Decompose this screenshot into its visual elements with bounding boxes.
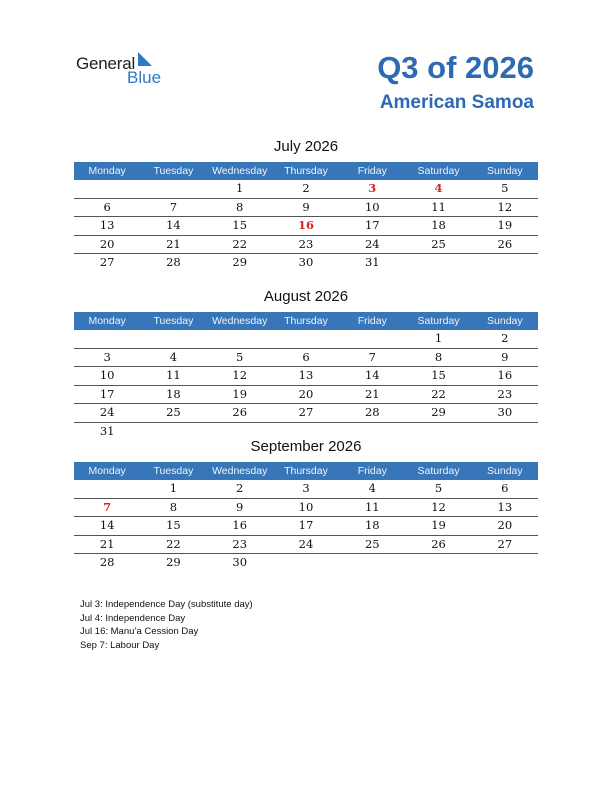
day-cell: 23 bbox=[232, 536, 248, 551]
holiday-note: Jul 16: Manu’a Cession Day bbox=[80, 626, 199, 637]
weekday-label: Tuesday bbox=[153, 165, 194, 177]
day-cell: 13 bbox=[298, 368, 314, 383]
day-cell: 19 bbox=[232, 386, 248, 401]
day-cell: 13 bbox=[497, 499, 513, 514]
day-cell: 6 bbox=[302, 349, 310, 364]
day-cell: 15 bbox=[166, 518, 181, 533]
day-cell: 24 bbox=[364, 236, 380, 251]
day-cell: 16 bbox=[497, 368, 513, 383]
day-cell: 3 bbox=[368, 181, 377, 195]
weekday-label: Thursday bbox=[284, 465, 328, 477]
day-cell: 21 bbox=[99, 536, 115, 551]
day-cell: 15 bbox=[431, 368, 446, 383]
logo-flag-icon bbox=[138, 52, 152, 66]
day-cell: 8 bbox=[169, 499, 178, 514]
day-cell: 1 bbox=[236, 181, 244, 195]
week-row bbox=[74, 180, 538, 199]
day-cell: 1 bbox=[434, 331, 443, 345]
day-cell: 2 bbox=[236, 481, 244, 495]
day-cell: 26 bbox=[232, 405, 248, 420]
week-row bbox=[74, 404, 538, 423]
empty-cell bbox=[405, 554, 471, 572]
day-cell: 20 bbox=[298, 386, 314, 401]
day-cell: 4 bbox=[368, 481, 376, 495]
weekday-label: Friday bbox=[357, 315, 387, 327]
day-cell: 30 bbox=[232, 555, 248, 570]
page-title: Q3 of 2026 bbox=[377, 50, 534, 85]
holiday-note: Sep 7: Labour Day bbox=[80, 639, 160, 651]
month-title: September 2026 bbox=[250, 438, 362, 455]
day-cell: 2 bbox=[501, 331, 509, 345]
day-cell: 5 bbox=[434, 481, 443, 495]
holiday-notes bbox=[80, 598, 253, 652]
day-cell: 28 bbox=[364, 405, 380, 420]
weekday-label: Sunday bbox=[487, 465, 523, 477]
day-cell: 12 bbox=[232, 368, 248, 383]
day-cell: 25 bbox=[166, 405, 181, 420]
weekday-label: Tuesday bbox=[153, 465, 194, 477]
weekday-label: Monday bbox=[88, 465, 126, 477]
day-cell: 14 bbox=[99, 518, 115, 533]
weekday-label: Monday bbox=[88, 315, 126, 327]
day-cell: 12 bbox=[431, 499, 446, 514]
week-row bbox=[74, 499, 538, 518]
month-title: August 2026 bbox=[263, 288, 349, 305]
day-cell: 4 bbox=[434, 181, 443, 195]
day-cell: 22 bbox=[431, 386, 446, 401]
day-cell: 26 bbox=[497, 236, 513, 251]
week-row bbox=[74, 480, 538, 499]
day-cell: 18 bbox=[431, 218, 446, 233]
month-september bbox=[74, 437, 538, 572]
day-cell: 23 bbox=[497, 386, 513, 401]
day-cell: 16 bbox=[297, 218, 314, 233]
weekday-label: Sunday bbox=[487, 165, 523, 177]
day-cell: 25 bbox=[364, 536, 380, 551]
day-cell: 24 bbox=[99, 405, 115, 420]
day-cell: 15 bbox=[232, 218, 248, 233]
day-cell: 7 bbox=[103, 499, 112, 514]
day-cell: 27 bbox=[497, 536, 513, 551]
weekday-header bbox=[74, 162, 538, 180]
brand-blue: Blue bbox=[127, 68, 162, 87]
empty-cell bbox=[273, 330, 339, 348]
day-cell: 4 bbox=[169, 349, 178, 364]
day-cell: 30 bbox=[298, 255, 314, 270]
day-cell: 31 bbox=[99, 423, 115, 438]
day-cell: 25 bbox=[431, 236, 446, 251]
day-cell: 6 bbox=[103, 199, 111, 214]
day-cell: 17 bbox=[298, 518, 314, 533]
empty-cell bbox=[339, 554, 405, 572]
day-cell: 12 bbox=[497, 199, 513, 214]
day-cell: 3 bbox=[302, 481, 310, 495]
day-cell: 27 bbox=[298, 405, 314, 420]
day-cell: 27 bbox=[99, 255, 115, 270]
day-cell: 9 bbox=[236, 499, 244, 514]
empty-cell bbox=[140, 330, 206, 348]
brand-logo bbox=[76, 52, 176, 88]
day-cell: 18 bbox=[166, 386, 181, 401]
week-row bbox=[74, 217, 538, 236]
empty-cell bbox=[339, 330, 405, 348]
day-cell: 10 bbox=[99, 368, 115, 383]
day-cell: 10 bbox=[364, 199, 380, 214]
empty-cell bbox=[207, 330, 273, 348]
weekday-label: Saturday bbox=[417, 165, 460, 177]
day-cell: 18 bbox=[364, 518, 380, 533]
empty-cell bbox=[74, 480, 140, 498]
day-cell: 29 bbox=[166, 555, 181, 570]
day-cell: 24 bbox=[298, 536, 314, 551]
day-cell: 23 bbox=[298, 236, 314, 251]
empty-cell bbox=[74, 180, 140, 198]
country-name: American Samoa bbox=[379, 92, 534, 113]
day-cell: 2 bbox=[302, 181, 310, 195]
weekday-label: Saturday bbox=[417, 315, 460, 327]
day-cell: 3 bbox=[103, 349, 111, 364]
day-cell: 20 bbox=[497, 518, 513, 533]
day-cell: 14 bbox=[364, 368, 380, 383]
day-cell: 28 bbox=[166, 255, 181, 270]
week-row bbox=[74, 199, 538, 218]
weekday-label: Wednesday bbox=[212, 315, 268, 327]
week-row bbox=[74, 517, 538, 536]
month-august bbox=[74, 287, 538, 441]
day-cell: 21 bbox=[166, 236, 181, 251]
weekday-header bbox=[74, 312, 538, 330]
day-cell: 11 bbox=[364, 499, 380, 514]
day-cell: 29 bbox=[232, 255, 248, 270]
weekday-label: Wednesday bbox=[212, 165, 268, 177]
day-cell: 31 bbox=[364, 255, 380, 270]
weekday-label: Monday bbox=[88, 165, 126, 177]
day-cell: 1 bbox=[169, 481, 178, 495]
brand-general: General bbox=[76, 54, 136, 73]
empty-cell bbox=[472, 554, 538, 572]
day-cell: 19 bbox=[497, 218, 513, 233]
day-cell: 7 bbox=[368, 349, 376, 364]
empty-cell bbox=[405, 254, 471, 272]
empty-cell bbox=[74, 330, 140, 348]
day-cell: 11 bbox=[166, 368, 181, 383]
day-cell: 28 bbox=[99, 555, 115, 570]
day-cell: 14 bbox=[166, 218, 181, 233]
weekday-label: Friday bbox=[357, 165, 387, 177]
week-row bbox=[74, 536, 538, 555]
day-cell: 22 bbox=[166, 536, 181, 551]
weekday-label: Tuesday bbox=[153, 315, 194, 327]
day-cell: 9 bbox=[302, 199, 310, 214]
weekday-label: Wednesday bbox=[212, 465, 268, 477]
weekday-label: Saturday bbox=[417, 465, 460, 477]
day-cell: 29 bbox=[431, 405, 446, 420]
week-row bbox=[74, 330, 538, 349]
day-cell: 21 bbox=[364, 386, 380, 401]
day-cell: 7 bbox=[169, 199, 178, 214]
day-cell: 8 bbox=[434, 349, 443, 364]
day-cell: 16 bbox=[232, 518, 248, 533]
day-cell: 22 bbox=[232, 236, 248, 251]
day-cell: 10 bbox=[298, 499, 314, 514]
day-cell: 8 bbox=[236, 199, 244, 214]
day-cell: 26 bbox=[431, 536, 446, 551]
weekday-header bbox=[74, 462, 538, 480]
week-row bbox=[74, 554, 538, 572]
day-cell: 30 bbox=[497, 405, 513, 420]
week-row bbox=[74, 349, 538, 368]
day-cell: 5 bbox=[236, 349, 244, 364]
weekday-label: Sunday bbox=[487, 315, 523, 327]
day-cell: 5 bbox=[501, 181, 509, 195]
day-cell: 11 bbox=[431, 199, 446, 214]
holiday-note: Jul 4: Independence Day bbox=[80, 612, 186, 624]
day-cell: 9 bbox=[501, 349, 509, 364]
day-cell: 13 bbox=[99, 218, 115, 233]
week-row bbox=[74, 386, 538, 405]
day-cell: 17 bbox=[99, 386, 115, 401]
weekday-label: Thursday bbox=[284, 165, 328, 177]
empty-cell bbox=[273, 554, 339, 572]
empty-cell bbox=[472, 254, 538, 272]
weekday-label: Thursday bbox=[284, 315, 328, 327]
week-row bbox=[74, 367, 538, 386]
holiday-note: Jul 3: Independence Day (substitute day) bbox=[80, 599, 253, 610]
month-title: July 2026 bbox=[273, 138, 339, 155]
weekday-label: Friday bbox=[357, 465, 387, 477]
day-cell: 17 bbox=[364, 218, 380, 233]
empty-cell bbox=[140, 180, 206, 198]
week-row bbox=[74, 236, 538, 255]
week-row bbox=[74, 254, 538, 272]
day-cell: 20 bbox=[99, 236, 115, 251]
month-july bbox=[74, 137, 538, 272]
day-cell: 19 bbox=[431, 518, 446, 533]
day-cell: 6 bbox=[501, 481, 509, 495]
